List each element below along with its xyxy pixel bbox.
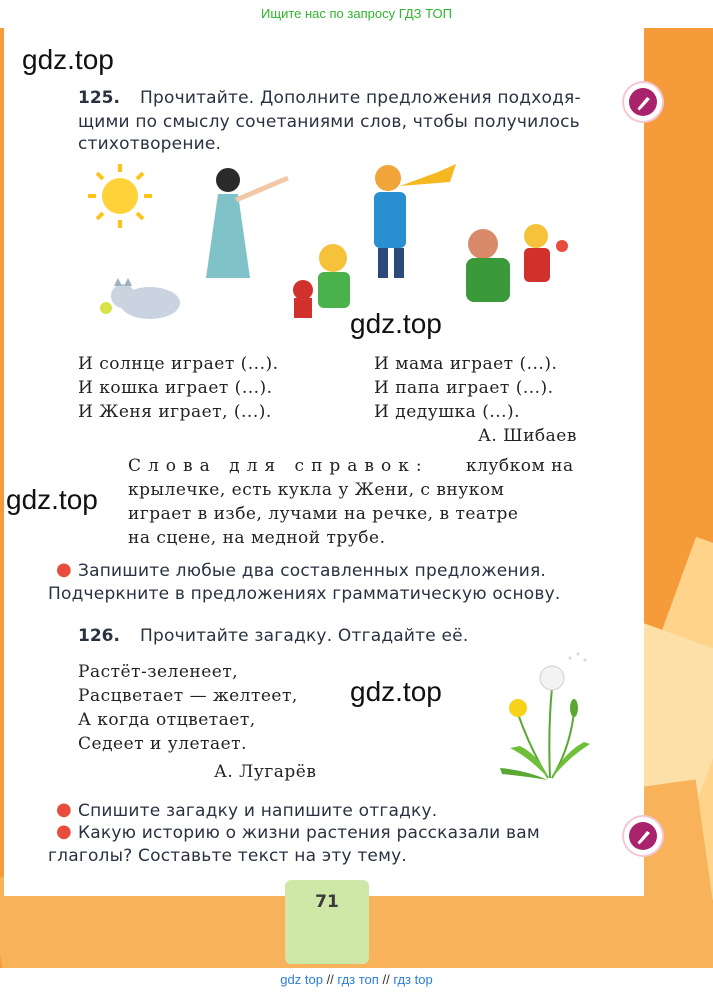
pen-icon — [624, 817, 662, 855]
watermark: gdz.top — [6, 484, 98, 515]
footer-separator: // — [326, 972, 334, 987]
poem-author: А. Шибаев — [478, 426, 577, 446]
poem-line: И солнце играет (...). — [78, 354, 279, 374]
girl-with-doll-icon — [293, 244, 350, 318]
bullet-icon: ● — [56, 559, 72, 580]
watermark: gdz.top — [350, 308, 442, 339]
poem-line: И папа играет (...). — [374, 378, 554, 398]
dandelion-icon — [490, 648, 605, 788]
poem-line: И дедушка (...). — [374, 402, 521, 422]
trumpeter-icon — [374, 164, 456, 278]
footer-links — [0, 972, 713, 987]
exercise-126-number: 126. — [78, 626, 120, 646]
bullet-text: Подчеркните в предложениях грамматическую основу. — [48, 584, 561, 604]
actress-icon — [206, 168, 288, 278]
watermark: gdz.top — [22, 44, 114, 75]
riddle-line: Седеет и улетает. — [78, 734, 247, 754]
illustration — [78, 158, 598, 338]
riddle-line: Расцветает — желтеет, — [78, 686, 298, 706]
bullet-text: глаголы? Составьте текст на эту тему. — [48, 846, 407, 866]
riddle-line: Растёт-зеленеет, — [78, 662, 239, 682]
poem-line: И мама играет (...). — [374, 354, 558, 374]
reference-text: на сцене, на медной трубе. — [128, 528, 386, 548]
footer-link[interactable]: гдз top — [393, 972, 433, 987]
top-banner[interactable]: Ищите нас по запросу ГДЗ ТОП — [261, 6, 452, 21]
footer-link[interactable]: gdz top — [280, 972, 323, 987]
exercise-125-task: стихотворение. — [78, 134, 222, 154]
bullet-text: Спишите загадку и напишите отгадку. — [78, 801, 438, 821]
exercise-125-number: 125. — [78, 88, 120, 108]
riddle-author: А. Лугарёв — [214, 762, 317, 782]
bullet-icon: ● — [56, 799, 72, 820]
riddle-line: А когда отцветает, — [78, 710, 256, 730]
footer-link[interactable]: гдз топ — [337, 972, 379, 987]
bullet-icon: ● — [56, 821, 72, 842]
bullet-text: Какую историю о жизни растения рассказали вам — [78, 823, 540, 843]
grandfather-and-grandson-icon — [466, 224, 568, 302]
footer-separator: // — [382, 972, 390, 987]
sun-icon — [88, 164, 152, 228]
poem-line: И Женя играет, (...). — [78, 402, 272, 422]
exercise-126-task: Прочитайте загадку. Отгадайте её. — [140, 626, 469, 646]
pen-icon — [624, 83, 662, 121]
exercise-125-task: щими по смыслу сочетаниями слов, чтобы получилось — [78, 112, 580, 132]
reference-text: клубком на — [466, 456, 574, 476]
cat-icon — [100, 278, 180, 319]
poem-line: И кошка играет (...). — [78, 378, 273, 398]
watermark: gdz.top — [350, 676, 442, 707]
bullet-text: Запишите любые два составленных предложения. — [78, 561, 547, 581]
reference-text: крылечке, есть кукла у Жени, с внуком — [128, 480, 505, 500]
page-number: 71 — [285, 880, 369, 964]
exercise-125-task: Прочитайте. Дополните предложения подходя- — [140, 88, 581, 108]
reference-heading: Слова для справок: — [128, 456, 429, 476]
reference-text: играет в избе, лучами на речке, в театре — [128, 504, 519, 524]
